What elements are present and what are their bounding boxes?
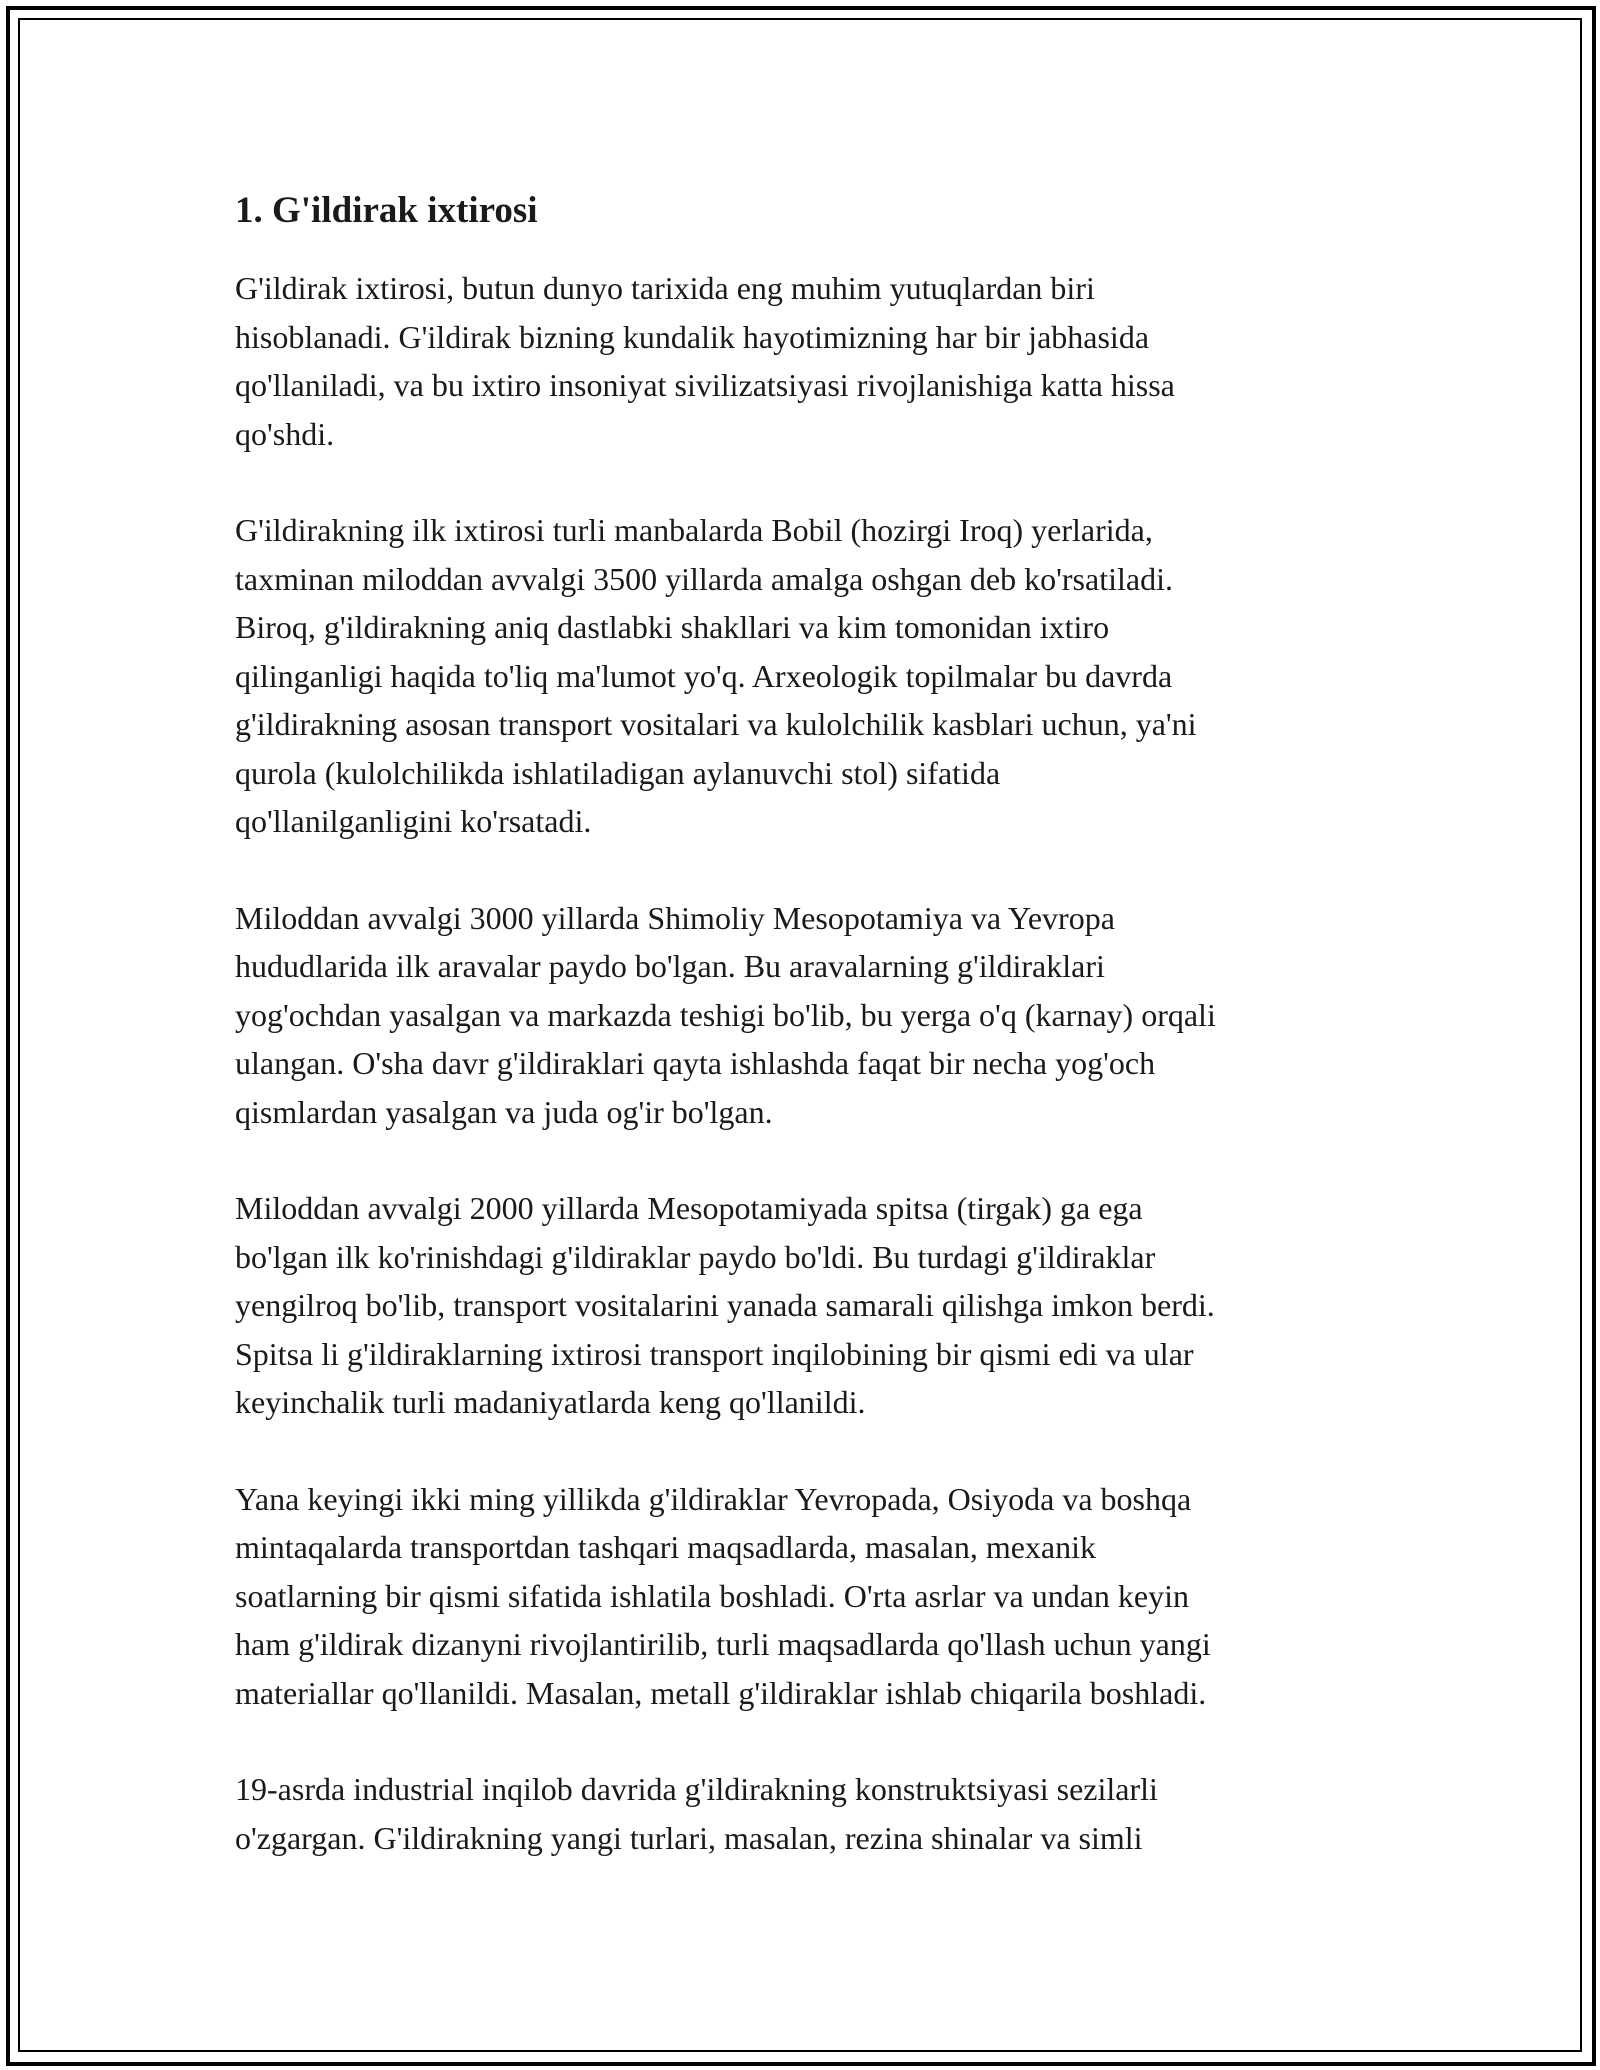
text-line: o'zgargan. G'ildirakning yangi turlari, masalan, rezina shinalar va simli xyxy=(235,1819,1143,1856)
text-line: yengilroq bo'lib, transport vositalarini yanada samarali qilishga imkon berdi. xyxy=(235,1287,1215,1323)
text-line: 19-asrda industrial inqilob davrida g'ildirakning konstruktsiyasi sezilarli xyxy=(235,1771,1158,1807)
paragraph xyxy=(235,506,1375,846)
text-line: g'ildirakning asosan transport vositalari va kulolchilik kasblari uchun, ya'ni xyxy=(235,706,1197,742)
text-line: mintaqalarda transportdan tashqari maqsadlarda, masalan, mexanik xyxy=(235,1529,1097,1565)
text-line: qilinganligi haqida to'liq ma'lumot yo'q. Arxeologik topilmalar bu davrda xyxy=(235,657,1173,694)
text-line: hududlarida ilk aravalar paydo bo'lgan. Bu aravalarning g'ildiraklari xyxy=(235,948,1105,984)
text-line: G'ildirakning ilk ixtirosi turli manbalarda Bobil (hozirgi Iroq) yerlarida, xyxy=(235,512,1153,548)
paragraph xyxy=(235,1184,1375,1427)
text-line: Miloddan avvalgi 3000 yillarda Shimoliy Mesopotamiya va Yevropa xyxy=(235,899,1115,936)
text-line: G'ildirak ixtirosi, butun dunyo tarixida eng muhim yutuqlardan biri xyxy=(235,270,1095,306)
paragraph xyxy=(235,894,1375,1137)
text-line: qo'llanilganligini ko'rsatadi. xyxy=(235,803,592,839)
text-line: Yana keyingi ikki ming yillikda g'ildiraklar Yevropada, Osiyoda va boshqa xyxy=(235,1480,1192,1517)
text-line: qo'llaniladi, va bu ixtiro insoniyat sivilizatsiyasi rivojlanishiga katta hissa xyxy=(235,367,1175,403)
text-line: yog'ochdan yasalgan va markazda teshigi bo'lib, bu yerga o'q (karnay) orqali xyxy=(235,996,1216,1033)
text-line: ulangan. O'sha davr g'ildiraklari qayta ishlashda faqat bir necha yog'och xyxy=(235,1045,1156,1081)
text-line: Spitsa li g'ildiraklarning ixtirosi transport inqilobining bir qismi edi va ular xyxy=(235,1335,1194,1372)
text-line: taxminan miloddan avvalgi 3500 yillarda amalga oshgan deb ko'rsatiladi. xyxy=(235,560,1173,597)
text-line: qo'shdi. xyxy=(235,415,335,452)
text-line: soatlarning bir qismi sifatida ishlatila boshladi. O'rta asrlar va undan keyin xyxy=(235,1577,1189,1614)
paragraph xyxy=(235,1765,1375,1862)
text-line: ham g'ildirak dizanyni rivojlantirilib, turli maqsadlarda qo'llash uchun yangi xyxy=(235,1626,1211,1662)
text-line: materiallar qo'llanildi. Masalan, metall g'ildiraklar ishlab chiqarila boshladi. xyxy=(235,1674,1207,1711)
document-title: 1. G'ildirak ixtirosi xyxy=(235,190,538,231)
paragraph xyxy=(235,1475,1375,1718)
text-line: Biroq, g'ildirakning aniq dastlabki shakllari va kim tomonidan ixtiro xyxy=(235,609,1110,645)
text-line: qismlardan yasalgan va juda og'ir bo'lgan. xyxy=(235,1093,773,1130)
text-line: hisoblanadi. G'ildirak bizning kundalik hayotimizning har bir jabhasida xyxy=(235,318,1150,355)
text-line: Miloddan avvalgi 2000 yillarda Mesopotamiyada spitsa (tirgak) ga ega xyxy=(235,1190,1143,1226)
text-line: keyinchalik turli madaniyatlarda keng qo'llanildi. xyxy=(235,1384,866,1420)
document-body xyxy=(235,186,1375,1910)
text-line: qurola (kulolchilikda ishlatiladigan aylanuvchi stol) sifatida xyxy=(235,754,1001,791)
paragraph xyxy=(235,264,1375,458)
text-line: bo'lgan ilk ko'rinishdagi g'ildiraklar paydo bo'ldi. Bu turdagi g'ildiraklar xyxy=(235,1238,1156,1275)
